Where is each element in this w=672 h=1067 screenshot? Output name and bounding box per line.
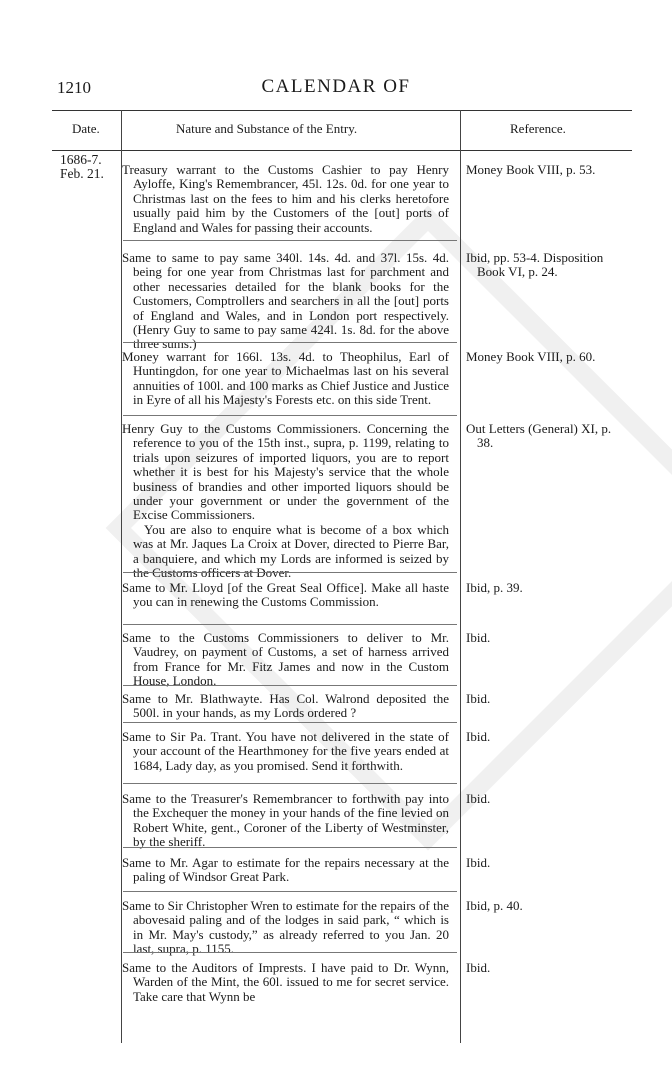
entry-text	[122, 692, 449, 721]
entry-reference	[466, 961, 624, 975]
entry-paragraph: Same to Sir Pa. Trant. You have not delivered in the state of your account of the Hearthmoney for the five years ended at 1684, Lady day, as you promised. Send it forthwith.	[122, 729, 449, 773]
entry-separator	[123, 685, 457, 686]
reference-text: Ibid, pp. 53-4. Disposition Book VI, p. 24.	[466, 250, 604, 280]
entry-paragraph: Same to the Auditors of Imprests. I have paid to Dr. Wynn, Warden of the Mint, the 60l. issued to me for secret service. Take care that Wynn be	[122, 960, 449, 1004]
entry-reference	[466, 692, 624, 706]
entry-reference	[466, 422, 624, 451]
entry-text	[122, 581, 449, 610]
column-divider	[460, 110, 461, 1043]
date-year: 1686-7.	[60, 152, 102, 167]
entry-separator	[123, 783, 457, 784]
entry-text	[122, 631, 449, 689]
entry-paragraph: You are also to enquire what is become of a box which was at Mr. Jaques La Croix at Dover, directed to Pierre Bar, a banquiere, and which my Lords are informed is seized by the Customs officers at Dover.	[133, 521, 449, 581]
column-header-date: Date.	[72, 121, 100, 136]
entry-paragraph: Same to Mr. Agar to estimate for the repairs necessary at the paling of Windsor Great Park.	[122, 855, 449, 885]
reference-text: Money Book VIII, p. 53.	[466, 162, 596, 177]
entry-separator	[123, 572, 457, 573]
entry-separator	[123, 891, 457, 892]
column-header-nature: Nature and Substance of the Entry.	[176, 121, 358, 136]
entry-text	[122, 163, 449, 235]
entry-separator	[123, 240, 457, 241]
entry-paragraph: Same to the Customs Commissioners to deliver to Mr. Vaudrey, on payment of Customs, a set of harness arrived from France for Mr. Fitz James and now in the Custom House, London.	[122, 630, 449, 689]
reference-text: Ibid, p. 40.	[466, 898, 523, 913]
entry-text	[122, 899, 449, 957]
entry-paragraph: Same to Sir Christopher Wren to estimate for the repairs of the abovesaid paling and of the lodges in said park, “ which is in Mr. May's custody,” as already referred to you Jan. 20 last, supra, p. 1155.	[122, 898, 449, 957]
entry-paragraph: Treasury warrant to the Customs Cashier to pay Henry Ayloffe, King's Remembrancer, 45l. 12s. 0d. for one year to Christmas last on the fees to him and his clerks heretofore usually paid him by the Customers of the [out] ports of England and Wales for passing their accounts.	[122, 162, 449, 235]
reference-text: Ibid.	[466, 729, 491, 744]
entry-text	[122, 730, 449, 773]
entry-reference	[466, 251, 624, 280]
entry-date	[60, 153, 104, 181]
entry-reference	[466, 856, 624, 870]
entry-text	[122, 792, 449, 850]
reference-text: Ibid.	[466, 791, 491, 806]
entry-paragraph: Same to Mr. Lloyd [of the Great Seal Office]. Make all haste you can in renewing the Customs Commission.	[122, 580, 449, 610]
entry-text	[122, 856, 449, 885]
entry-reference	[466, 350, 624, 364]
entry-paragraph: Same to Mr. Blathwayte. Has Col. Walrond deposited the 500l. in your hands, as my Lords ordered ?	[122, 691, 449, 721]
reference-text: Money Book VIII, p. 60.	[466, 349, 596, 364]
column-header-reference: Reference.	[510, 121, 566, 136]
page-number: 1210	[57, 78, 91, 97]
entry-separator	[123, 624, 457, 625]
page-title: CALENDAR OF	[261, 76, 411, 97]
reference-text: Ibid.	[466, 630, 491, 645]
reference-text: Ibid.	[466, 855, 491, 870]
entry-separator	[123, 342, 457, 343]
entry-text	[122, 422, 449, 580]
entry-text	[122, 961, 449, 1004]
entry-reference	[466, 792, 624, 806]
reference-text: Out Letters (General) XI, p. 38.	[466, 421, 612, 451]
entry-separator	[123, 722, 457, 723]
entry-text	[122, 251, 449, 352]
date-day: Feb. 21.	[60, 166, 104, 181]
entry-separator	[123, 952, 457, 953]
entry-text	[122, 350, 449, 408]
entry-reference	[466, 631, 624, 645]
entry-paragraph: Same to same to pay same 340l. 14s. 4d. and 37l. 15s. 4d. being for one year from Christmas last for parchment and other necessaries detailed for the blank books for the Customers, Comptrollers and searchers in all the [out] ports of England and Wales, and in London port respectively. (Henry Guy to same to pay same 424l. 1s. 8d. for the above three sums.)	[122, 250, 449, 352]
header-rule	[52, 150, 632, 151]
entry-paragraph: Henry Guy to the Customs Commissioners. Concerning the reference to you of the 15th inst., supra, p. 1199, relating to trials upon seizures of imported liquors, you are to report whether it is best for his Majesty's service that the whole business of brandies and other imported liquors should be under your government or under the government of the Excise Commissioners.	[122, 421, 449, 523]
entry-separator	[123, 415, 457, 416]
entry-paragraph: Money warrant for 166l. 13s. 4d. to Theophilus, Earl of Huntingdon, for one year to Michaelmas last on his several annuities of 100l. and 100 marks as Chief Justice and Justice in Eyre of all his Majesty's Forests etc. on this side Trent.	[122, 349, 449, 408]
reference-text: Ibid.	[466, 960, 491, 975]
reference-text: Ibid.	[466, 691, 491, 706]
entry-separator	[123, 847, 457, 848]
reference-text: Ibid, p. 39.	[466, 580, 523, 595]
entry-paragraph: Same to the Treasurer's Remembrancer to forthwith pay into the Exchequer the money in your hands of the fine levied on Robert White, gent., Coroner of the Liberty of Westminster, by the sheriff.	[122, 791, 449, 850]
entry-reference	[466, 730, 624, 744]
entry-reference	[466, 899, 624, 913]
entry-reference	[466, 163, 624, 177]
entry-reference	[466, 581, 624, 595]
top-rule	[52, 110, 632, 111]
